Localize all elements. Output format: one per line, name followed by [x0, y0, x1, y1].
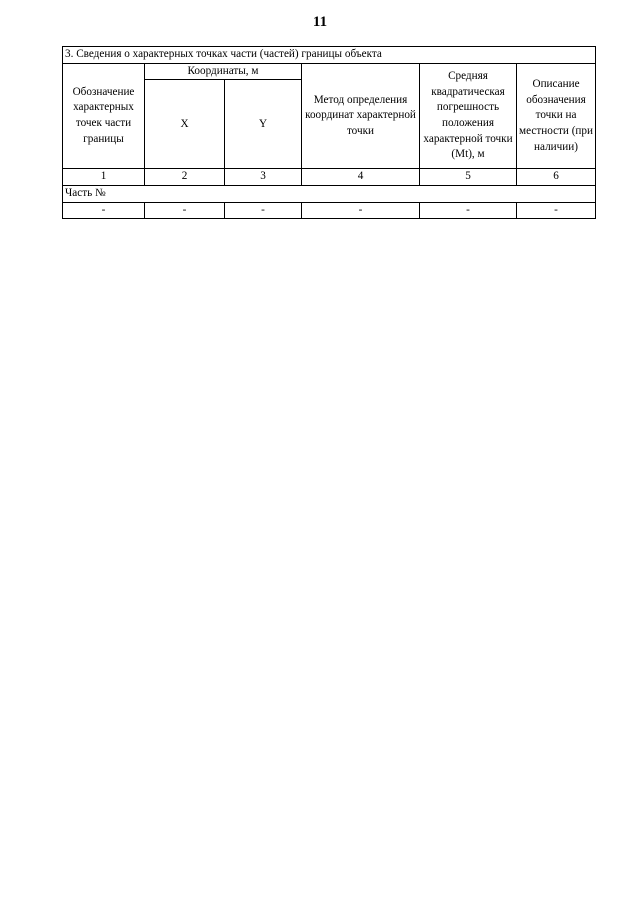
- header-description: Описание обозначения точки на местности (при наличии): [517, 63, 596, 169]
- column-number: 6: [517, 169, 596, 186]
- table-cell: -: [517, 202, 596, 219]
- table-row: [63, 202, 596, 219]
- table-cell: -: [225, 202, 302, 219]
- column-number: 5: [420, 169, 517, 186]
- header-x: X: [145, 80, 225, 169]
- table-cell: -: [302, 202, 420, 219]
- page-number: 11: [312, 14, 328, 30]
- column-number: 1: [63, 169, 145, 186]
- header-designation: Обозначение характерных точек части границы: [63, 63, 145, 169]
- column-number: 3: [225, 169, 302, 186]
- column-number-row: [63, 169, 596, 186]
- column-number: 2: [145, 169, 225, 186]
- table-title: 3. Сведения о характерных точках части (частей) границы объекта: [63, 47, 596, 64]
- header-method: Метод определения координат характерной точки: [302, 63, 420, 169]
- table-cell: -: [145, 202, 225, 219]
- column-number: 4: [302, 169, 420, 186]
- header-error: Средняя квадратическая погрешность положения характерной точки (Mt), м: [420, 63, 517, 169]
- header-coordinates: Координаты, м: [145, 63, 302, 80]
- table-cell: -: [63, 202, 145, 219]
- table-cell: -: [420, 202, 517, 219]
- part-label: Часть №: [63, 186, 596, 203]
- boundary-points-table: [62, 46, 596, 219]
- header-y: Y: [225, 80, 302, 169]
